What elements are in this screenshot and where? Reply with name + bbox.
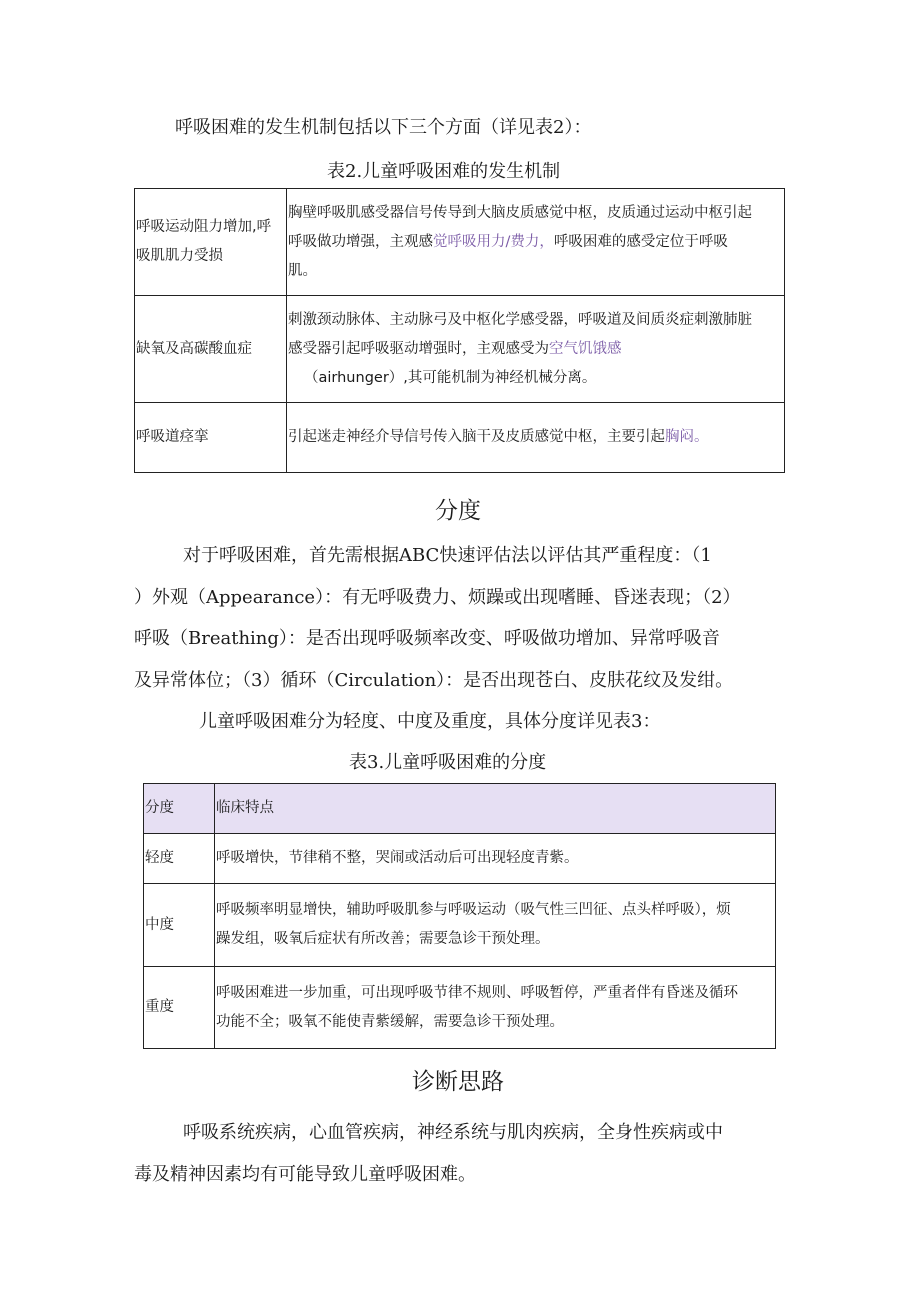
table3-level-cell: 重度 [144,967,215,1049]
table3-level-cell: 中度 [144,884,215,967]
table2-desc-cell [287,296,785,403]
diagnosis-para-line: 毒及精神因素均有可能导致儿童呼吸困难。 [134,1164,476,1185]
desc-line: 胸壁呼吸肌感受器信号传导到大脑皮质感觉中枢，皮质通过运动中枢引起 [288,204,752,221]
desc-line [288,228,780,257]
desc-line: 呼吸困难进一步加重，可出现呼吸节律不规则、呼吸暂停，严重者伴有昏迷及循环 [216,984,738,1001]
grading-para-line: 呼吸（Breathing）：是否出现呼吸频率改变、呼吸做功增加、异常呼吸音 [134,628,720,649]
desc-line: 躁发组，吸氧后症状有所改善；需要急诊干预处理。 [216,931,550,947]
cause-line: 吸肌肌力受损 [136,248,223,264]
desc-text: 引起迷走神经介导信号传入脑干及皮质感觉中枢，主要引起 [288,429,665,445]
grading-para2: 儿童呼吸困难分为轻度、中度及重度，具体分度详见表3： [199,711,661,732]
cause-line: 呼吸运动阻力增加,呼 [136,219,272,235]
table2-cause-cell [135,296,287,403]
table3-caption: 表3.儿童呼吸困难的分度 [349,752,547,773]
table3-desc-cell [215,834,776,884]
desc-line: （airhunger）,其可能机制为神经机械分离。 [304,369,597,386]
table2-row [135,189,785,296]
grading-para-line: 对于呼吸困难，首先需根据ABC快速评估法以评估其严重程度：（1 [183,545,712,566]
desc-line [288,423,780,452]
diagnosis-para-line: 呼吸系统疾病，心血管疾病，神经系统与肌肉疾病，全身性疾病或中 [183,1122,723,1143]
desc-text: 呼吸困难的感受定位于呼吸 [553,233,728,250]
cause-line: 缺氧及高碳酸血症 [136,340,252,357]
table3-header-cell: 分度 [144,784,215,834]
table2-desc-cell [287,189,785,296]
table3-level-cell: 轻度 [144,834,215,884]
table2 [134,188,785,473]
desc-text: 呼吸做功增强，主观感 [288,233,433,250]
intro-text: 呼吸困难的发生机制包括以下三个方面（详见表2）： [175,117,592,138]
table2-row [135,403,785,473]
section-title-diagnosis: 诊断思路 [412,1069,504,1095]
table3-row [144,834,776,884]
table2-caption: 表2.儿童呼吸困难的发生机制 [327,161,561,182]
table3-desc-cell [215,967,776,1049]
desc-highlight: 胸闷。 [665,429,709,445]
table3-desc-cell [215,884,776,967]
table3-header-cell: 临床特点 [215,784,776,834]
table2-cause-cell [135,403,287,473]
desc-line: 呼吸频率明显增快，辅助呼吸肌参与呼吸运动（吸气性三凹征、点头样呼吸），烦 [216,902,731,918]
cause-line: 呼吸道痉挛 [136,429,209,445]
desc-line: 功能不全；吸氧不能使青紫缓解，需要急诊干预处理。 [216,1013,564,1030]
desc-line: 呼吸增快，节律稍不整，哭闹或活动后可出现轻度青紫。 [216,850,579,866]
table3-row [144,884,776,967]
desc-text: 感受器引起呼吸驱动增强时，主观感受为 [288,340,549,357]
table3-row [144,967,776,1049]
table3 [143,783,776,1049]
table2-row [135,296,785,403]
table2-cause-cell [135,189,287,296]
grading-para-line: 及异常体位；（3）循环（Circulation）：是否出现苍白、皮肤花纹及发绀。 [134,670,734,691]
grading-para-line: ）外观（Appearance）：有无呼吸费力、烦躁或出现嗜睡、昏迷表现；（2） [134,587,741,608]
section-title-grading: 分度 [435,498,481,524]
desc-line: 肌。 [288,262,317,279]
table3-header-row [144,784,776,834]
desc-line: 刺激颈动脉体、主动脉弓及中枢化学感受器，呼吸道及间质炎症刺激肺脏 [288,311,752,328]
desc-line [288,335,780,364]
desc-highlight: 空气饥饿感 [549,340,622,357]
desc-highlight: 觉呼吸用力/费力， [433,233,554,250]
table2-desc-cell [287,403,785,473]
